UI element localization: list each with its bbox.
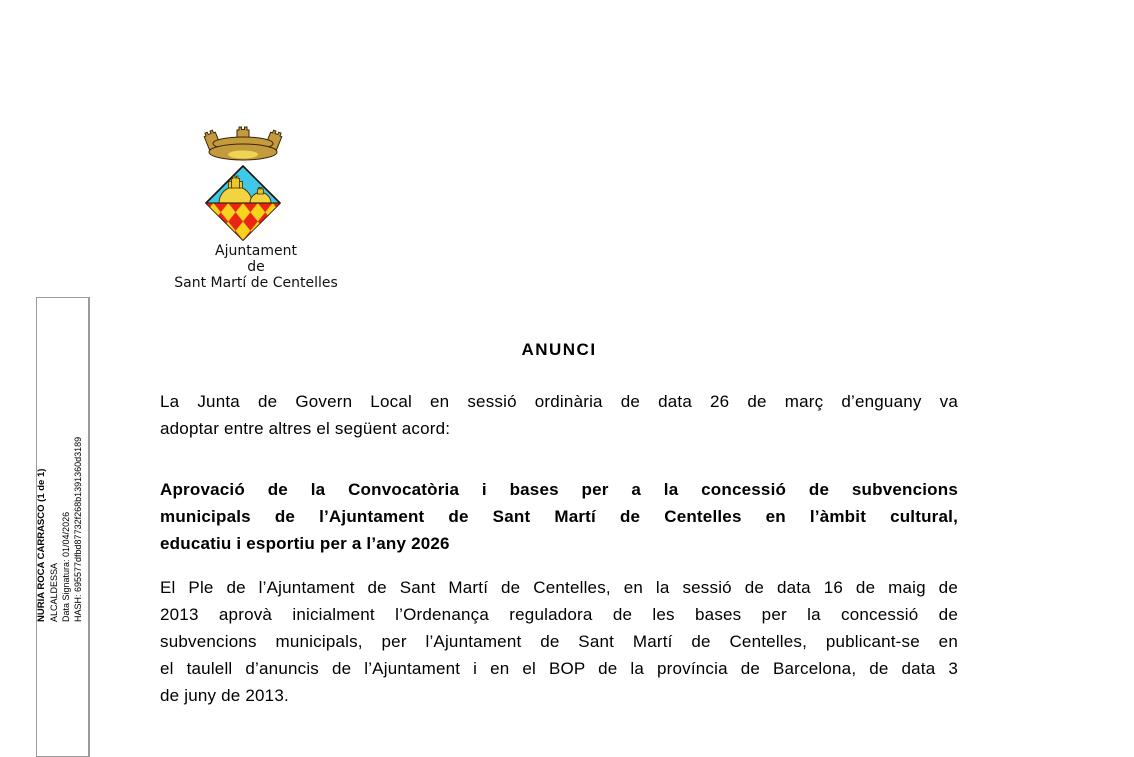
text-line: El Ple de l’Ajuntament de Sant Martí de Centelles, en la sessió de data 16 de maig de bbox=[160, 578, 958, 597]
text-line: municipals de l’Ajuntament de Sant Martí de Centelles en l’àmbit cultural, bbox=[160, 507, 958, 526]
subject-heading bbox=[160, 476, 958, 557]
signature-hash: HASH: 695577dfbd87732f268b1391360d3189 bbox=[73, 436, 83, 622]
body-paragraph bbox=[160, 574, 958, 709]
logo-caption-line-1: Ajuntament bbox=[215, 243, 297, 259]
text-line: 2013 aprovà inicialment l’Ordenança reguladora de les bases per la concessió de bbox=[160, 605, 958, 624]
text-line: educatiu i esportiu per a l’any 2026 bbox=[160, 534, 450, 553]
text-line: Aprovació de la Convocatòria i bases per a la concessió de subvencions bbox=[160, 480, 958, 499]
signature-date: Data Signatura: 01/04/2026 bbox=[61, 511, 71, 622]
logo-caption-line-3: Sant Martí de Centelles bbox=[174, 275, 338, 291]
document-content bbox=[160, 338, 958, 709]
text-line: La Junta de Govern Local en sessió ordinària de data 26 de març d’enguany va bbox=[160, 392, 958, 411]
shield-checker-field bbox=[206, 203, 280, 240]
text-line: subvencions municipals, per l’Ajuntament de Sant Martí de Centelles, publicant-se en bbox=[160, 632, 958, 651]
document-title: ANUNCI bbox=[521, 340, 597, 359]
text-line: el taulell d’anuncis de l’Ajuntament i en el BOP de la província de Barcelona, de data 3 bbox=[160, 659, 958, 678]
logo-caption bbox=[166, 243, 346, 291]
signer-name: NURIA ROCA CARRASCO (1 de 1) bbox=[36, 468, 47, 622]
logo-caption-line-2: de bbox=[247, 259, 265, 275]
text-line: de juny de 2013. bbox=[160, 686, 289, 705]
signature-stamp-text bbox=[36, 422, 84, 622]
signature-stamp-box bbox=[36, 297, 90, 757]
ajuntament-logo bbox=[166, 124, 346, 291]
coat-of-arms-icon bbox=[198, 124, 288, 242]
signer-role: ALCALDESSA bbox=[49, 562, 59, 622]
intro-paragraph bbox=[160, 388, 958, 442]
text-line: adoptar entre altres el següent acord: bbox=[160, 419, 451, 438]
